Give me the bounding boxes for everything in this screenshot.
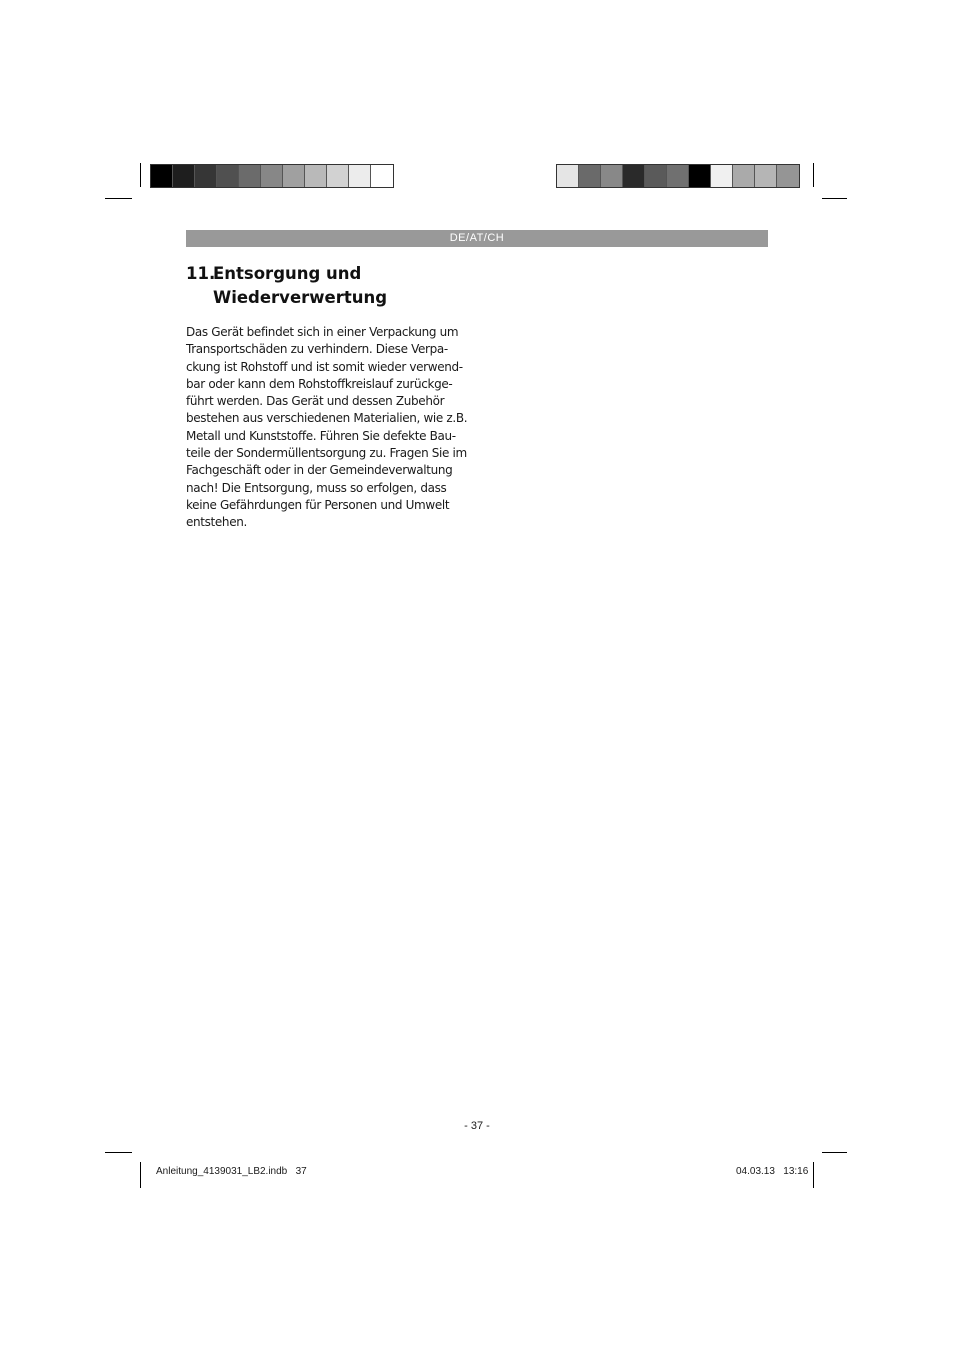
color-swatch [217,165,239,187]
paragraph-line: keine Gefährdungen für Personen und Umwelt [186,497,450,512]
color-swatch [305,165,327,187]
crop-mark [822,1152,847,1153]
color-calibration-bar-right [556,164,800,188]
color-swatch [623,165,645,187]
print-slug-date: 04.03.13 13:16 [736,1166,809,1177]
language-label: DE/AT/CH [449,232,505,244]
crop-mark [140,1162,141,1188]
paragraph-line: Metall und Kunststoffe. Führen Sie defekte Bau- [186,428,456,443]
paragraph-line: Transportschäden zu verhindern. Diese Verpa- [186,342,448,357]
paragraph-line: bar oder kann dem Rohstoffkreislauf zurückge- [186,376,453,391]
color-swatch [151,165,173,187]
crop-mark [105,1152,132,1153]
section-title-line: Entsorgung und [213,264,362,283]
language-header-bar [186,230,768,247]
color-swatch [239,165,261,187]
paragraph-line: bestehen aus verschiedenen Materialien, wie z.B. [186,411,468,426]
color-swatch [645,165,667,187]
paragraph-line: entstehen. [186,515,247,530]
paragraph-line: Fachgeschäft oder in der Gemeindeverwaltung [186,463,453,478]
print-slug-filename: Anleitung_4139031_LB2.indb 37 [156,1166,307,1177]
color-swatch [733,165,755,187]
color-swatch [371,165,393,187]
color-calibration-bar-left [150,164,394,188]
crop-mark [105,198,132,199]
color-swatch [557,165,579,187]
color-swatch [195,165,217,187]
color-swatch [173,165,195,187]
body-paragraph [186,324,476,532]
color-swatch [711,165,733,187]
color-swatch [777,165,799,187]
section-title [213,262,387,310]
color-swatch [327,165,349,187]
color-swatch [755,165,777,187]
paragraph-line: nach! Die Entsorgung, muss so erfolgen, dass [186,480,447,495]
crop-mark [813,1162,814,1188]
page-number: - 37 - [464,1120,490,1132]
color-swatch [579,165,601,187]
crop-mark [813,163,814,187]
crop-mark [140,163,141,187]
color-swatch [349,165,371,187]
color-swatch [283,165,305,187]
section-number: 11. [186,264,216,283]
paragraph-line: führt werden. Das Gerät und dessen Zubehör [186,394,445,409]
section-heading [186,262,387,310]
color-swatch [667,165,689,187]
paragraph-line: teile der Sondermüllentsorgung zu. Fragen Sie im [186,446,467,461]
crop-mark [822,198,847,199]
color-swatch [261,165,283,187]
color-swatch [601,165,623,187]
color-swatch [689,165,711,187]
paragraph-line: Das Gerät befindet sich in einer Verpackung um [186,325,459,339]
section-title-line: Wiederverwertung [213,288,388,307]
paragraph-line: ckung ist Rohstoff und ist somit wieder verwend- [186,359,463,374]
